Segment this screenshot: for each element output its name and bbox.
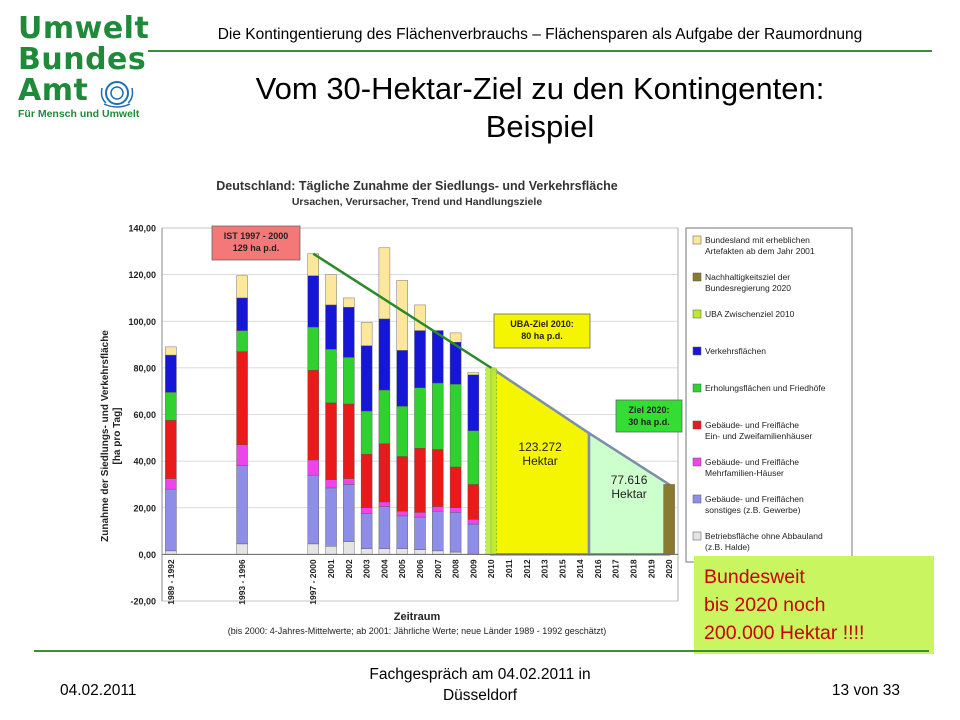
bar-segment (343, 479, 354, 485)
presentation-subtitle: Die Kontingentierung des Flächenverbrauchs – Flächensparen als Aufgabe der Raumordnung (217, 26, 863, 43)
bar-segment (397, 406, 408, 456)
bar-segment (450, 333, 461, 342)
bar-segment (379, 444, 390, 502)
y-tick-label: 20,00 (133, 503, 156, 514)
area-label-2-line1: 77.616 (610, 472, 648, 487)
slide-title (150, 70, 930, 146)
header-divider (148, 50, 932, 52)
bar-segment (308, 460, 319, 475)
annotation-text-3-line1: Ziel 2020: (628, 405, 670, 415)
x-tick-label: 2007 (432, 559, 443, 579)
bar-segment (361, 549, 372, 555)
bar-segment (237, 544, 248, 554)
bar-segment (397, 516, 408, 549)
bar-segment (165, 347, 176, 355)
bar-segment (326, 275, 337, 305)
bar-segment (664, 484, 675, 554)
y-axis-unit: [ha pro Tag] (112, 407, 123, 465)
y-tick-label: 40,00 (133, 456, 156, 467)
logo-word-amt: Amt (18, 73, 89, 108)
uba-logo (18, 11, 150, 124)
chart-subtitle: Ursachen, Verursacher, Trend und Handlungsziele (291, 196, 543, 208)
y-tick-label: 80,00 (133, 363, 156, 374)
legend-swatch (693, 236, 701, 244)
bar-segment (237, 445, 248, 466)
x-tick-label: 2014 (575, 559, 586, 579)
legend-swatch (693, 384, 701, 392)
footer-event-line1: Fachgespräch am 04.02.2011 in (369, 666, 591, 683)
bar-segment (237, 466, 248, 544)
x-tick-label: 2003 (361, 559, 372, 579)
chart-legend (686, 228, 852, 562)
annotation-text-2-line2: 80 ha p.d. (521, 331, 563, 341)
bar-segment (237, 352, 248, 445)
slide-title-line1: Vom 30-Hektar-Ziel zu den Kontingenten: (255, 71, 825, 106)
legend-label-9-line2: (z.B. Halde) (705, 542, 750, 552)
bar-segment (450, 384, 461, 467)
bar-segment (165, 479, 176, 489)
legend-swatch (693, 310, 701, 318)
legend-label-6-line1: Gebäude- und Freifläche (705, 420, 800, 430)
legend-label-3-line1: UBA Zwischenziel 2010 (705, 309, 795, 319)
bar-segment (165, 489, 176, 551)
x-tick-label: 1997 - 2000 (308, 559, 319, 605)
annotation-text-1-line2: 129 ha p.d. (232, 243, 280, 253)
footer-date: 04.02.2011 (60, 682, 137, 699)
bar-segment (326, 546, 337, 554)
x-tick-label: 2001 (326, 559, 337, 579)
bar-segment (432, 507, 443, 512)
bar-segment (343, 307, 354, 357)
bar-segment (326, 403, 337, 480)
x-tick-label: 1993 - 1996 (237, 559, 248, 605)
bar-segment (326, 349, 337, 403)
legend-swatch (693, 421, 701, 429)
x-tick-label: 2012 (521, 559, 532, 579)
bar-segment (468, 373, 479, 375)
annotation-text-3-line2: 30 ha p.d. (628, 417, 670, 427)
x-tick-label: 2008 (450, 559, 461, 579)
bar-segment (414, 550, 425, 555)
bar-segment (414, 512, 425, 517)
legend-label-1-line1: Bundesland mit erheblichen (705, 235, 810, 245)
legend-label-7-line1: Gebäude- und Freifläche (705, 457, 800, 467)
bar-segment (237, 298, 248, 331)
bar-segment (361, 411, 372, 454)
x-tick-label: 2015 (557, 559, 568, 579)
bar-segment (165, 392, 176, 420)
legend-swatch (693, 273, 701, 281)
bar-segment (237, 331, 248, 352)
bar-segment (397, 280, 408, 350)
y-tick-label: 120,00 (128, 270, 156, 281)
y-tick-label: 140,00 (128, 223, 156, 234)
bar-segment (165, 420, 176, 478)
callout-line2: bis 2020 noch (704, 594, 826, 616)
page-number: 13 von 33 (831, 682, 900, 699)
x-tick-label: 2011 (503, 559, 514, 578)
y-tick-label: 60,00 (133, 410, 156, 420)
bar-segment (450, 512, 461, 552)
bar-segment (343, 484, 354, 541)
bar-segment (308, 327, 319, 370)
legend-swatch (693, 532, 701, 540)
bar-segment (450, 508, 461, 513)
area-label-2-line2: Hektar (611, 486, 647, 501)
bar-segment (432, 511, 443, 551)
bar-segment (468, 375, 479, 431)
legend-label-1-line2: Artefakten ab dem Jahr 2001 (705, 246, 815, 256)
legend-swatch (693, 347, 701, 355)
bar-segment (397, 511, 408, 516)
chart-title: Deutschland: Tägliche Zunahme der Siedlungs- und Verkehrsfläche (216, 179, 618, 193)
x-tick-label: 2017 (610, 559, 621, 579)
legend-label-4-line1: Verkehrsflächen (705, 346, 766, 356)
legend-label-7-line2: Mehrfamilien-Häuser (705, 468, 784, 478)
x-tick-label: 2009 (468, 559, 479, 579)
x-axis-title: Zeitraum (393, 611, 441, 623)
bar-segment (308, 276, 319, 327)
bar-segment (361, 322, 372, 345)
bar-segment (326, 488, 337, 546)
bar-segment (397, 350, 408, 406)
chart-note: (bis 2000: 4-Jahres-Mittelwerte; ab 2001: Jährliche Werte; neue Länder 1989 - 1992 geschätzt) (227, 626, 607, 636)
logo-word-bundes: Bundes (18, 42, 147, 77)
bar-segment (397, 549, 408, 555)
x-tick-label: 2010 (486, 559, 497, 579)
x-tick-label: 2004 (379, 559, 390, 579)
bar-segment (468, 519, 479, 524)
x-tick-label: 2006 (415, 559, 425, 579)
x-tick-label: 2016 (592, 559, 603, 579)
annotation-text-2-line1: UBA-Ziel 2010: (510, 319, 574, 329)
x-tick-label: 2018 (628, 559, 639, 579)
x-tick-label: 2020 (664, 559, 675, 579)
bar-segment (414, 448, 425, 512)
legend-label-5-line1: Erholungsflächen und Friedhöfe (705, 383, 826, 393)
x-tick-label: 2005 (397, 559, 408, 579)
bar-segment (432, 449, 443, 506)
legend-label-2-line1: Nachhaltigkeitsziel der (705, 272, 791, 282)
x-tick-label: 2013 (539, 559, 550, 579)
x-tick-label: 1989 - 1992 (165, 559, 176, 605)
bar-segment (432, 331, 443, 383)
bar-segment (414, 517, 425, 550)
slide-title-line2: Beispiel (485, 109, 595, 144)
un-emblem-icon (100, 78, 134, 108)
bar-segment (379, 319, 390, 390)
bar-segment (379, 549, 390, 555)
bar-segment (450, 467, 461, 508)
bar-segment (343, 298, 354, 307)
logo-word-umwelt: Umwelt (18, 11, 150, 46)
legend-swatch (693, 495, 701, 503)
bar-segment (414, 388, 425, 449)
area-label-1-line2: Hektar (522, 454, 558, 469)
footer-divider (34, 650, 929, 652)
callout-line3: 200.000 Hektar !!!! (704, 622, 865, 644)
bar-segment (361, 454, 372, 508)
bar-segment (432, 551, 443, 554)
legend-label-8-line1: Gebäude- und Freiflächen (705, 494, 804, 504)
bar-segment (468, 431, 479, 485)
bar-segment (397, 456, 408, 511)
y-axis-label: Zunahme der Siedlungs- und Verkehrsfläche (100, 330, 111, 542)
logo-tagline: Für Mensch und Umwelt (18, 108, 140, 120)
bar-segment (468, 524, 479, 553)
bar-segment (361, 514, 372, 549)
x-tick-label: 2002 (343, 559, 354, 579)
bar-segment (432, 383, 443, 449)
bar-segment (326, 305, 337, 349)
bar-segment (308, 475, 319, 544)
bar-segment (379, 507, 390, 549)
bar-segment (379, 390, 390, 444)
footer-event-line2: Düsseldorf (442, 687, 518, 704)
bar-segment (308, 370, 319, 460)
bar-segment (414, 331, 425, 388)
bar-segment (237, 276, 248, 298)
bar-segment (165, 355, 176, 392)
callout-line1: Bundesweit (704, 566, 805, 588)
bar-segment (326, 480, 337, 488)
bar-segment (361, 346, 372, 411)
bar-segment (361, 508, 372, 514)
bar-segment (379, 248, 390, 319)
bar-segment (165, 551, 176, 554)
bar-segment (343, 404, 354, 479)
y-tick-label: -20,00 (130, 596, 156, 607)
legend-label-8-line2: sonstiges (z.B. Gewerbe) (705, 505, 801, 515)
bar-segment (343, 357, 354, 404)
legend-label-6-line2: Ein- und Zweifamilienhäuser (705, 431, 813, 441)
bar-segment (343, 542, 354, 555)
legend-label-2-line2: Bundesregierung 2020 (705, 283, 792, 293)
bar-segment (414, 305, 425, 331)
bar-segment (308, 544, 319, 554)
x-tick-label: 2019 (646, 559, 657, 579)
annotation-text-1-line1: IST 1997 - 2000 (223, 231, 289, 241)
bar-segment (468, 484, 479, 519)
bar-segment (486, 368, 497, 555)
area-label-1-line1: 123.272 (518, 440, 562, 455)
footer-event (300, 664, 660, 706)
y-tick-label: 0,00 (138, 549, 156, 560)
legend-label-9-line1: Betriebsfläche ohne Abbauland (705, 531, 823, 541)
total-area-callout (694, 556, 934, 654)
bar-segment (379, 502, 390, 507)
legend-swatch (693, 458, 701, 466)
y-tick-label: 100,00 (128, 316, 156, 327)
